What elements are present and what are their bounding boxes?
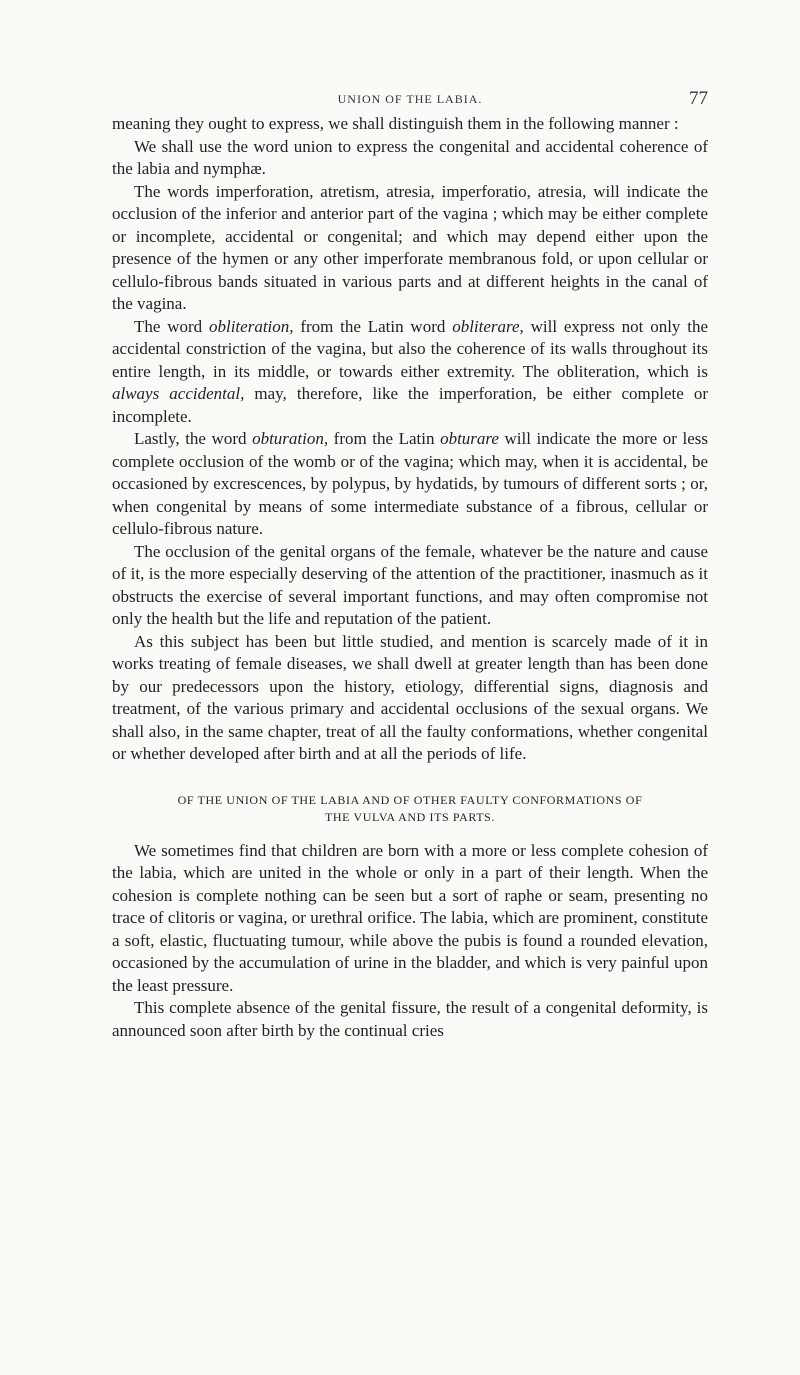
p4-text-c: will express not only the accidental constriction of the vagina, but also the coherence of its walls throughout its entire length, in its middle, or towards either extremity. The obliteration, which is [112,316,708,381]
paragraph-9: This complete absence of the genital fissure, the result of a congenital deformity, is announced soon after birth by the continual cries [112,998,708,1040]
p4-term-obliteration: obliteration, [208,316,294,336]
page-number: 77 [689,88,708,109]
paragraph-6: The occlusion of the genital organs of the female, whatever be the nature and cause of it, is the more especially deserving of the attention of the practitioner, inasmuch as it obstructs the exercise of several important functions, and may often compromise not only the health but the life and reputation of the patient. [112,541,708,628]
paragraph-3: The words imperforation, atretism, atresia, imperforatio, atresia, will indicate the occlusion of the inferior and anterior part of the vagina ; which may be either complete or incomplete, accidental or congenital; and which may depend either upon the presence of the hymen or any other imperforate membranous fold, or upon cellular or cellulo-fibrous bands situated in various parts and at different heights in the canal of the vagina. [112,181,708,313]
body-text [112,113,708,1042]
paragraph-2: We shall use the word union to express the congenital and accidental coherence of the labia and nymphæ. [112,136,708,178]
p4-text-b: from the Latin word [293,316,453,336]
p4-text-a: The word [134,316,209,336]
paragraph-8: We sometimes find that children are born with a more or less complete cohesion of the labia, which are united in the whole or only in a part of their length. When the cohesion is complete nothing can be seen but a sort of raphe or seam, presenting no trace of clitoris or vagina, or urethral orifice. The labia, which are prominent, constitute a soft, elastic, fluctuating tumour, while above the pubis is found a rounded elevation, occasioned by the accumulation of urine in the bladder, and which is very painful upon the least pressure. [112,840,708,995]
section-heading-line-1: OF THE UNION OF THE LABIA AND OF OTHER FAULTY CONFORMATIONS OF [177,792,643,807]
paragraph-5 [112,428,708,541]
paragraph-7: As this subject has been but little studied, and mention is scarcely made of it in works treating of female diseases, we shall dwell at greater length than has been done by our predecessors upon the history, etiology, differential signs, diagnosis and treatment, of the various primary and accidental occlusions of the sexual organs. We shall also, in the same chapter, treat of all the faulty conformations, whether congenital or whether developed after birth and at all the periods of life. [112,631,708,763]
paragraph-1: meaning they ought to express, we shall distinguish them in the following manner : [112,114,679,133]
p5-term-obturation: obturation, [252,429,329,448]
section-heading [112,792,708,826]
paragraph-4 [112,316,708,429]
p4-term-always-accidental: always accidental, [112,384,245,403]
p5-text-c: will indicate the more or less complete occlusion of the womb or of the vagina; which may, when it is accidental, be occasioned by excrescences, by polypus, by hydatids, by tumours of different sorts ; or, when congenital by means of some intermediate substance of a fibrous, cellular or cellulo-fibrous nature. [112,429,708,538]
p5-term-obturare: obturare [440,429,499,448]
p5-text-b: from the Latin [328,429,441,448]
p5-text-a: Lastly, the word [134,429,253,448]
running-title: UNION OF THE LABIA. [337,92,483,106]
section-heading-line-2: THE VULVA AND ITS PARTS. [324,809,496,824]
p4-text-d: may, therefore, like the imperforation, be either complete or incomplete. [112,384,709,426]
running-head [112,90,708,114]
p4-term-obliterare: obliterare, [452,316,524,336]
